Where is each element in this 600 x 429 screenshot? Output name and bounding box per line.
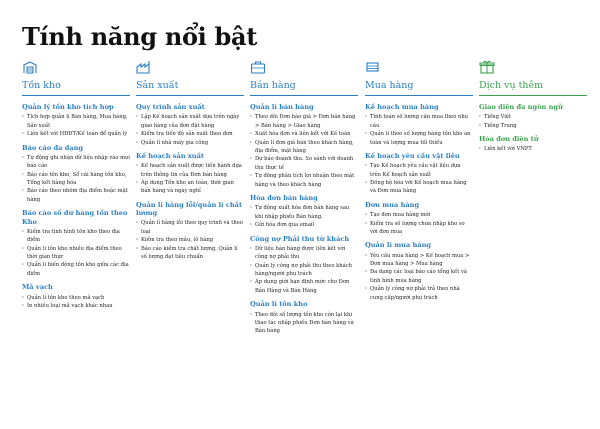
feature-item: · Tạo Kế hoạch yêu cầu vật liệu dựa trên Kế hoạch sản xuất [365,162,473,179]
section-title: Quản lí bán hàng [250,103,314,111]
column-ton-kho [22,60,130,310]
feature-item: · Kiểm tra số lượng chưa nhập kho so với đơn mua [365,220,473,237]
feature-item: · Tiếng Việt [479,113,587,121]
feature-item: · Tự động xuất hóa đơn bán hàng sau khi nhập phiếu Bán hàng. [250,204,358,221]
feature-item: · Quản lí theo số lượng hàng tồn kho an toàn và lượng mua tối thiểu [365,130,473,147]
page-title: Tính năng nổi bật [22,22,258,51]
column-heading: Sản xuất [136,80,244,96]
feature-item: · Quản lí tồn kho theo mã vạch [22,294,130,302]
briefcase-icon [250,60,266,74]
feature-item: · Liên kết với HĐĐT/Kế toán để quản lý [22,130,130,138]
feature-item: · Kiểm tra tiến độ sản xuất theo đơn [136,130,244,138]
feature-item: · Tạo đơn mua hàng mới [365,211,473,219]
section-title: Quy trình sản xuất [136,103,205,111]
feature-item: · Tự động phân tích lợi nhuận theo mặt hàng và theo khách hàng [250,172,358,189]
feature-item: · Quản lý công nợ phải trả theo nhà cung cấp/người phụ trách [365,285,473,302]
feature-item: · Báo cáo tồn kho, Sổ cái hàng tồn kho, Tổng kết hàng hóa [22,171,130,188]
section-title: Kế hoạch sản xuất [136,151,204,160]
section-title: Công nợ Phải thu từ khách [250,234,350,243]
section-title: Đơn mua hàng [365,200,420,209]
feature-item: · Dữ liệu bán hàng được liên kết với công nợ phải thu [250,245,358,262]
feature-item: · Gửi hóa đơn qua email [250,221,358,229]
feature-item: · In nhiều loại mã vạch khác nhau [22,302,130,310]
feature-item: · Quản lí đơn giá bán theo khách hàng, địa điểm, mặt hàng [250,139,358,156]
feature-item: · Quản lí nhà máy gia công [136,139,244,147]
feature-item: · Tính toán số lượng cần mua theo nhu cầu [365,113,473,130]
feature-item: · Quản lí tồn kho nhiều địa điểm theo thời gian thực [22,245,130,262]
column-heading: Bán hàng [250,80,358,96]
feature-item: · Đa dạng các loại báo cáo tổng kết và tình hình mua hàng [365,268,473,285]
feature-item: · Yêu cầu mua hàng > Kế hoạch mua > Đơn mua hàng > Mua hàng [365,252,473,269]
factory-icon [136,60,152,74]
section-title: Báo cáo số dư hàng tồn theo Kho [22,209,128,226]
section-title: Quản lí hàng lỗi/quản lí chất lượng [136,200,242,218]
feature-item: · Lập Kế hoạch sản xuất dựa trên ngày giao hàng của đơn đặt hàng [136,113,244,130]
gift-icon [479,60,495,74]
column-heading: Dịch vụ thêm [479,80,587,96]
section-title: Hóa đơn điện tử [479,135,539,144]
column-dich-vu-them [479,60,587,154]
section-title: Quản lí mua hàng [365,241,432,250]
section-title: Hóa đơn bán hàng [250,194,318,203]
section-title: Mã vạch [22,283,53,292]
feature-item: · Xuất hóa đơn và liên kết với Kế toán [250,130,358,138]
column-mua-hang [365,60,473,302]
feature-item: · Kiểm tra tình hình tồn kho theo địa điểm [22,228,130,245]
feature-item: · Quản lý công nợ phải thu theo khách hàng/người phụ trách [250,262,358,279]
section-title: Kế hoạch yêu cầu vật liệu [365,151,460,160]
section-title: Báo cáo đa dạng [22,143,83,152]
column-heading: Tồn kho [22,80,130,96]
feature-item: · Dự báo doanh thu. So sánh với doanh thu thực tế [250,155,358,172]
section-title: Kế hoạch mua hàng [365,103,439,111]
cart-icon [365,60,381,74]
feature-item: · Tự động ghi nhận dữ liệu nhập vào mọi báo cáo [22,154,130,171]
feature-item: · Báo cáo theo nhóm địa điểm hoặc mặt hàng [22,187,130,204]
feature-item: · Kiểm tra theo mẫu, lô hàng [136,236,244,244]
feature-item: · Quản lí biến động tồn kho giữa các địa điểm [22,261,130,278]
warehouse-icon [22,60,38,74]
column-san-xuat [136,60,244,261]
feature-item: · Đồng bộ hóa với Kế hoạch mua hàng và Đơn mua hàng [365,179,473,196]
section-title: Quản lý tồn kho tích hợp [22,103,114,111]
column-ban-hang [250,60,358,336]
section-title: Quản lí tồn kho [250,300,308,309]
feature-item: · Quản lí hàng lỗi theo quy trình và theo loại [136,219,244,236]
feature-item: · Theo dõi số lượng tồn kho còn lại khi thao tác nhập phiếu Đơn bán hàng và Bán hàng [250,311,358,336]
feature-item: · Báo cáo kiểm tra chất lượng, Quản lí số lượng đạt tiêu chuẩn [136,245,244,262]
feature-item: · Áp dụng giới hạn định mức cho Đơn Bán Hàng và Bán Hàng [250,278,358,295]
feature-item: · Liên kết với VNPT [479,145,587,153]
feature-item: · Áp dụng Tồn kho an toàn, thời gian bán hàng và ngày nghỉ [136,179,244,196]
section-title: Giao diện đa ngôn ngữ [479,103,563,111]
feature-item: · Kế hoạch sản xuất được tiến hành dựa trên thông tin của Đơn bán hàng [136,162,244,179]
column-heading: Mua hàng [365,80,473,96]
feature-item: · Theo dõi Đơn báo giá > Đơn bán hàng > Bán hàng > Giao hàng [250,113,358,130]
feature-item: · Tiếng Trung [479,122,587,130]
feature-item: · Tích hợp quản lí Bán hàng, Mua hàng, Sản xuất [22,113,130,130]
